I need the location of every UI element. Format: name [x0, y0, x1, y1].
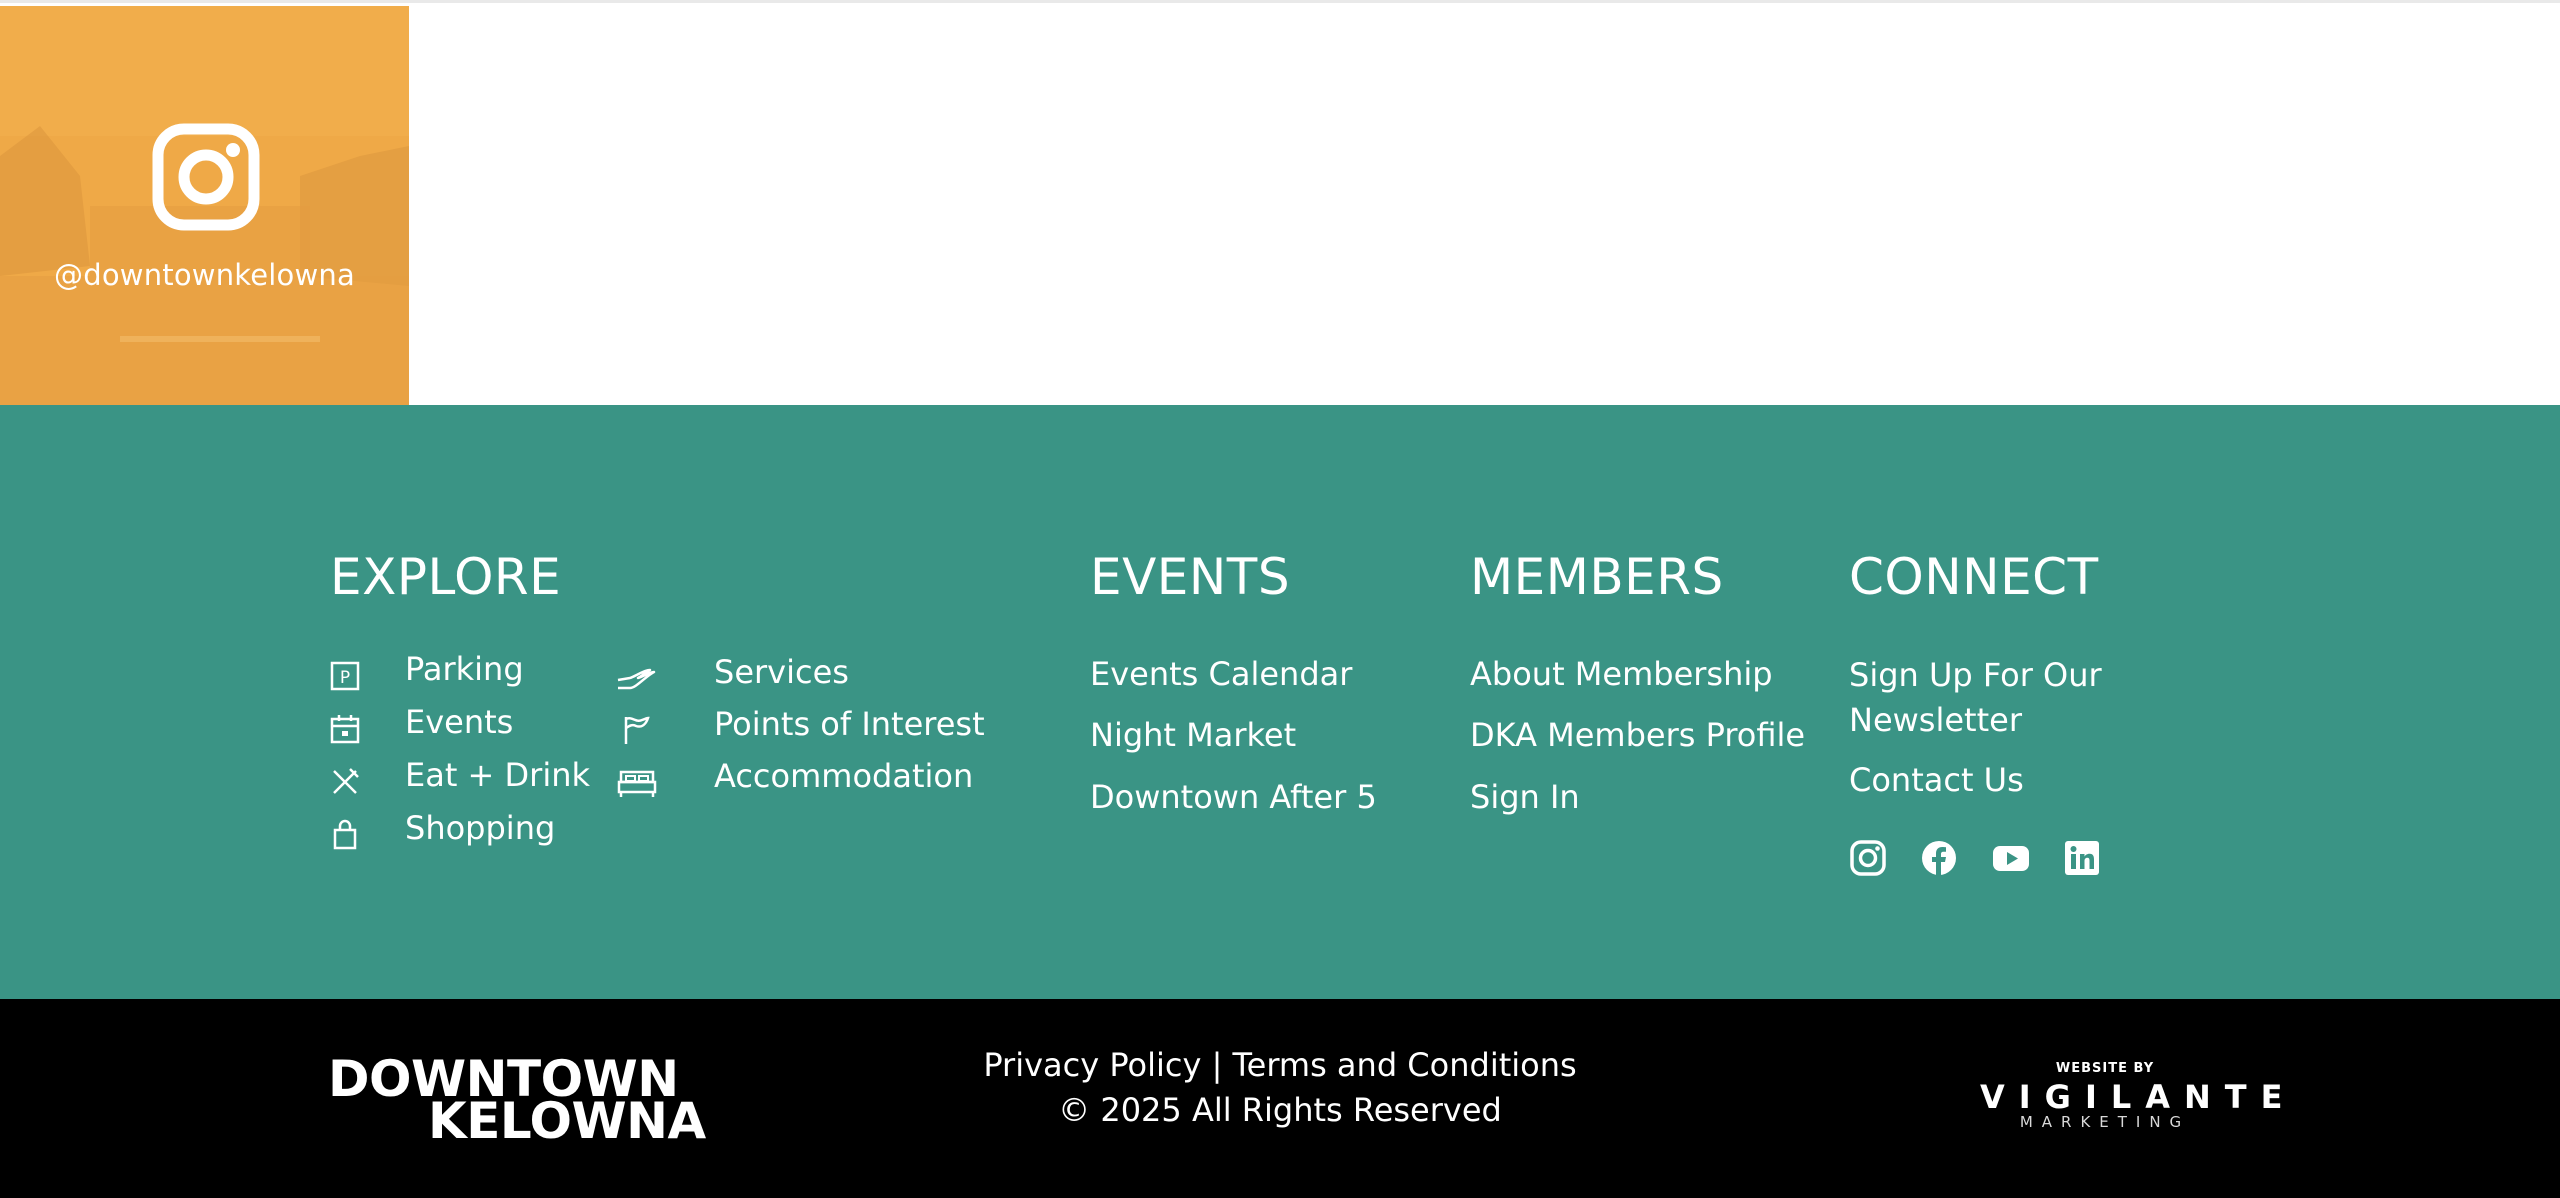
events-link-downtown-after-5[interactable]: Downtown After 5 [1090, 778, 1377, 816]
explore-link-events[interactable]: Events [405, 703, 514, 741]
youtube-icon[interactable] [1992, 839, 2030, 877]
utensils-icon [329, 766, 361, 798]
explore-heading: EXPLORE [330, 548, 562, 606]
downtown-kelowna-logo[interactable] [328, 1050, 706, 1150]
instagram-icon [152, 123, 260, 231]
linkedin-icon[interactable] [2063, 839, 2101, 877]
shopping-bag-icon [329, 819, 361, 851]
explore-link-shopping[interactable]: Shopping [405, 809, 556, 847]
copyright-text: © 2025 All Rights Reserved [1058, 1091, 1502, 1129]
events-heading: EVENTS [1090, 548, 1291, 606]
footer-bottom [0, 999, 2560, 1198]
calendar-icon [329, 713, 361, 745]
explore-link-eat-drink[interactable]: Eat + Drink [405, 756, 591, 794]
legal-links [900, 1043, 1660, 1133]
connect-link-newsletter[interactable]: Sign Up For Our Newsletter [1849, 656, 2102, 739]
flag-icon [620, 714, 652, 746]
instagram-handle[interactable]: @downtownkelowna [54, 258, 355, 292]
credit-website-by: WEBSITE BY [2055, 1061, 2155, 1076]
instagram-feed-tile[interactable] [0, 6, 409, 408]
parking-icon [329, 660, 361, 692]
instagram-strip [0, 0, 2560, 405]
events-link-calendar[interactable]: Events Calendar [1090, 655, 1353, 693]
legal-separator: | [1211, 1046, 1223, 1084]
terms-link[interactable]: Terms and Conditions [1232, 1046, 1577, 1084]
members-link-about-membership[interactable]: About Membership [1470, 655, 1773, 693]
privacy-policy-link[interactable]: Privacy Policy [983, 1046, 1202, 1084]
connect-link-contact-us[interactable]: Contact Us [1849, 761, 2024, 799]
events-link-night-market[interactable]: Night Market [1090, 716, 1297, 754]
credit-marketing: MARKETING [2019, 1113, 2191, 1131]
credit-vigilante: VIGILANTE [1980, 1078, 2297, 1116]
explore-link-points-of-interest[interactable]: Points of Interest [714, 705, 985, 743]
svg-text:P: P [339, 668, 351, 688]
members-link-sign-in[interactable]: Sign In [1470, 778, 1580, 816]
vigilante-marketing-credit[interactable] [1980, 1061, 2297, 1132]
helping-hand-icon [616, 664, 658, 696]
explore-link-parking[interactable]: Parking [405, 650, 524, 688]
connect-heading: CONNECT [1849, 548, 2099, 606]
members-link-profile[interactable]: DKA Members Profile [1470, 716, 1806, 754]
logo-line-downtown: DOWNTOWN [328, 1050, 679, 1108]
facebook-icon[interactable] [1920, 839, 1958, 877]
members-heading: MEMBERS [1470, 548, 1724, 606]
bed-icon [617, 766, 657, 798]
footer-main [0, 405, 2560, 999]
instagram-icon[interactable] [1849, 839, 1887, 877]
logo-line-kelowna: KELOWNA [428, 1092, 706, 1150]
explore-link-accommodation[interactable]: Accommodation [714, 757, 974, 795]
explore-link-services[interactable]: Services [714, 653, 849, 691]
